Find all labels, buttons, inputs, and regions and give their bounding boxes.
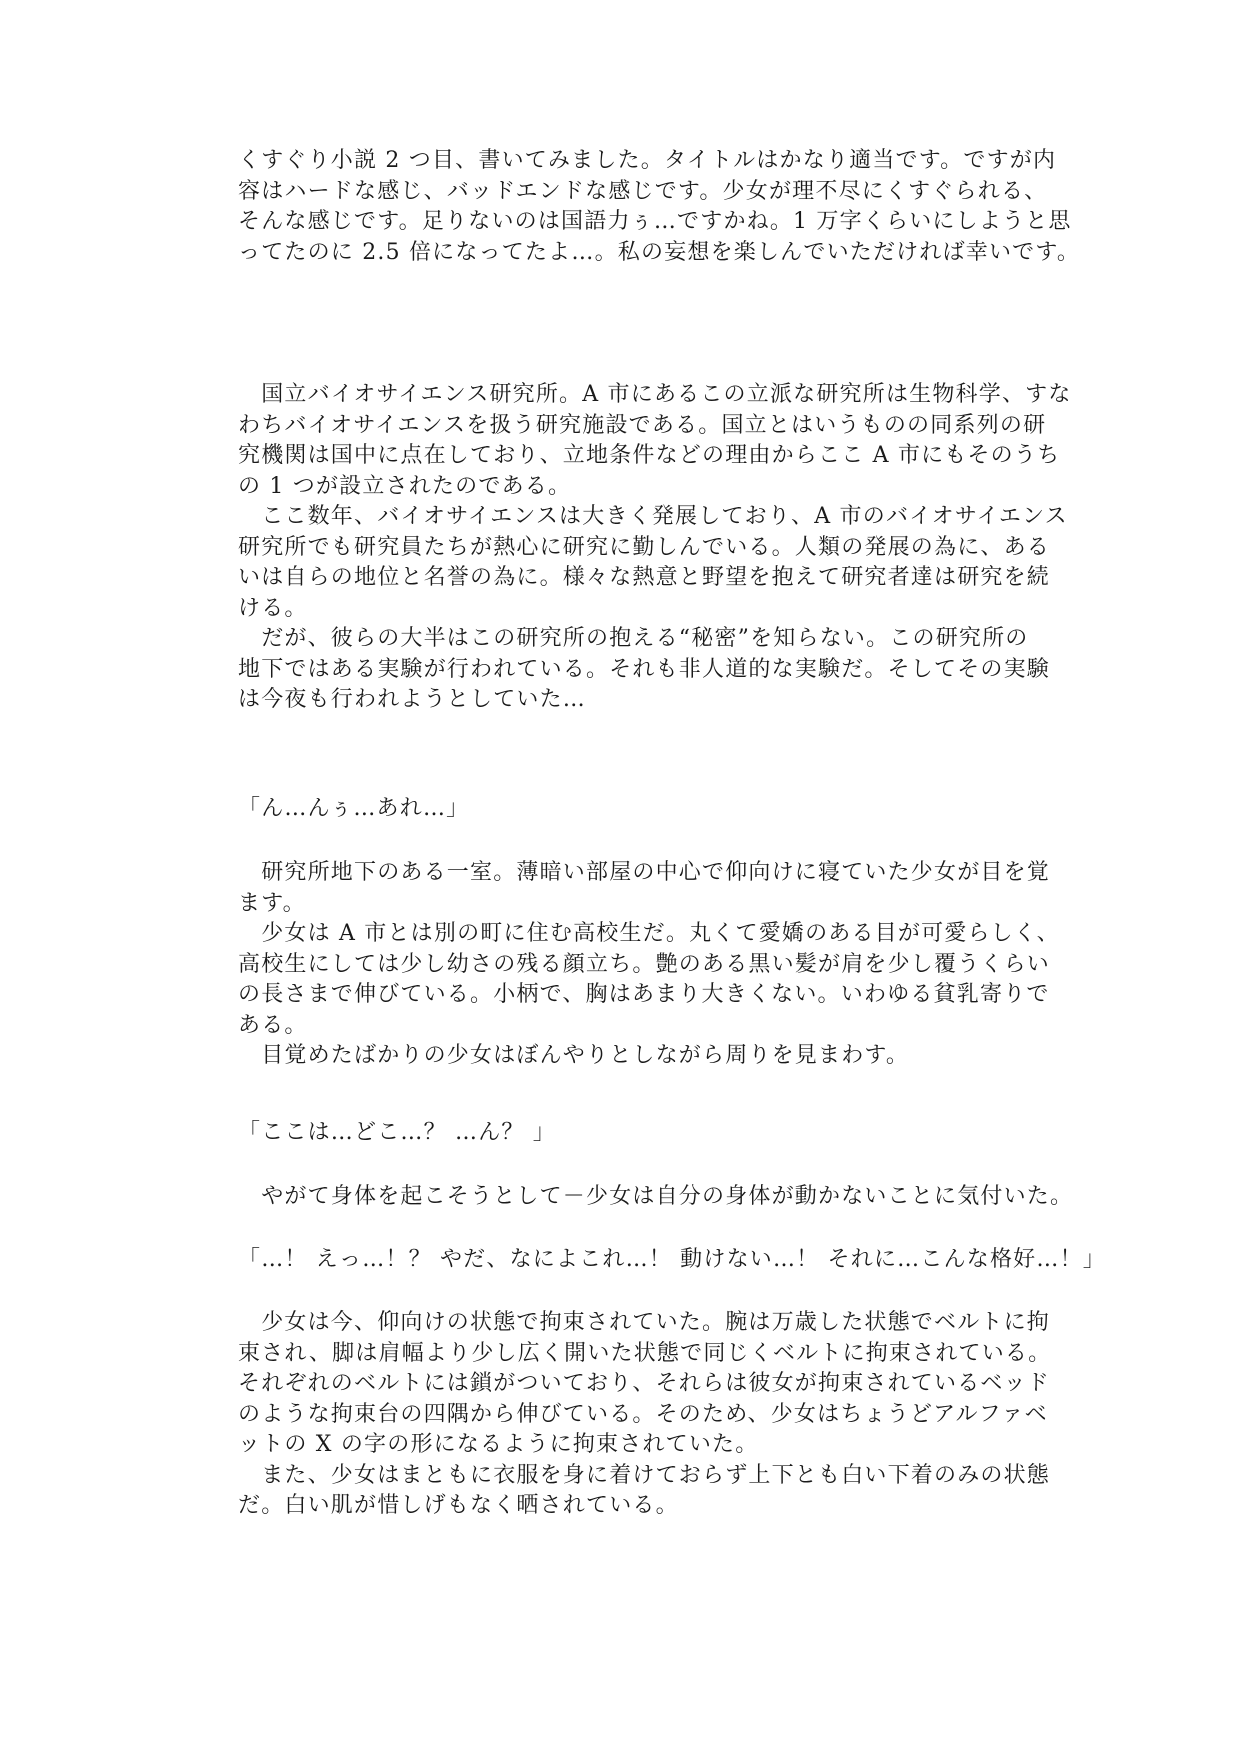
text-line: ける。 [238,595,308,621]
text-line: 研究所でも研究員たちが熱心に研究に勤しんでいる。人類の発展の為に、ある [238,534,1051,560]
text-line: やがて身体を起こそうとして－少女は自分の身体が動かないことに気付いた。 [238,1184,1074,1209]
text-line: 国立バイオサイエンス研究所。A 市にあるこの立派な研究所は生物科学、すな [238,382,1072,407]
text-line: 束され、脚は肩幅より少し広く開いた状態で同じくベルトに拘束されている。 [238,1340,1052,1366]
text-line: それぞれのベルトには鎖がついており、それらは彼女が拘束されているベッド [238,1371,1051,1396]
text-line: 少女は今、仰向けの状態で拘束されていた。腕は万歳した状態でベルトに拘 [238,1310,1051,1335]
text-line: のような拘束台の四隅から伸びている。そのため、少女はちょうどアルファベ [238,1401,1048,1427]
text-line: いは自らの地位と名誉の為に。様々な熱意と野望を抱えて研究者達は研究を続 [238,565,1051,590]
text-line: は今夜も行われようとしていた… [238,687,587,712]
text-line: の長さまで伸びている。小柄で、胸はあまり大きくない。いわゆる貧乳寄りで [238,982,1050,1007]
scene-paragraph [238,1308,1052,1522]
preface-paragraph [238,146,1081,268]
text-line: 容はハードな感じ、バッドエンドな感じです。少女が理不尽にくすぐられる、 [238,178,1048,204]
intro-section [238,380,1072,716]
text-line: 目覚めたばかりの少女はぼんやりとしながら周りを見まわす。 [238,1043,910,1068]
text-line: そんな感じです。足りないのは国語力ぅ…ですかね。1 万字くらいにしようと思 [238,209,1072,234]
text-line: 究機関は国中に点在しており、立地条件などの理由からここ A 市にもそのうち [238,443,1061,468]
text-line: ある。 [238,1012,308,1038]
text-line: 研究所地下のある一室。薄暗い部屋の中心で仰向けに寝ていた少女が目を覚 [238,860,1051,885]
dialogue-line [238,1118,1008,1149]
dialogue-line [238,1245,1106,1276]
text-line: 「ここは…どこ…？ …ん？ 」 [238,1120,556,1145]
text-line: だが、彼らの大半はこの研究所の抱える“秘密”を知らない。この研究所の [238,626,1029,651]
text-line: だ。白い肌が惜しげもなく晒されている。 [238,1493,679,1518]
text-line: 「ん…んぅ…あれ…」 [238,796,470,821]
scene-paragraph [238,858,1060,1072]
dialogue-line [238,794,1008,825]
text-line: 地下ではある実験が行われている。それも非人道的な実験だ。そしてその実験 [238,656,1051,682]
text-line: ここ数年、バイオサイエンスは大きく発展しており、A 市のバイオサイエンス [238,504,1068,529]
text-line: ットの X の字の形になるように拘束されていた。 [238,1432,759,1457]
text-line: 「…！ えっ…！？ やだ、なによこれ…！ 動けない…！ それに…こんな格好…！」 [238,1247,1106,1272]
text-line: 少女は A 市とは別の町に住む高校生だ。丸くて愛嬌のある目が可愛らしく、 [238,921,1060,946]
text-line: また、少女はまともに衣服を身に着けておらず上下とも白い下着のみの状態 [238,1462,1051,1488]
text-line: わちバイオサイエンスを扱う研究施設である。国立とはいうものの同系列の研 [238,412,1047,438]
text-line: くすぐり小説 2 つ目、書いてみました。タイトルはかなり適当です。ですが内 [238,148,1057,173]
text-line: 高校生にしては少し幼さの残る顔立ち。艶のある黒い髪が肩を少し覆うくらい [238,951,1051,977]
text-line: ます。 [238,890,306,916]
scene-paragraph [238,1182,1074,1213]
text-line: ってたのに 2.5 倍になってたよ…。私の妄想を楽しんでいただければ幸いです。 [238,239,1081,265]
text-line: の 1 つが設立されたのである。 [238,473,572,499]
